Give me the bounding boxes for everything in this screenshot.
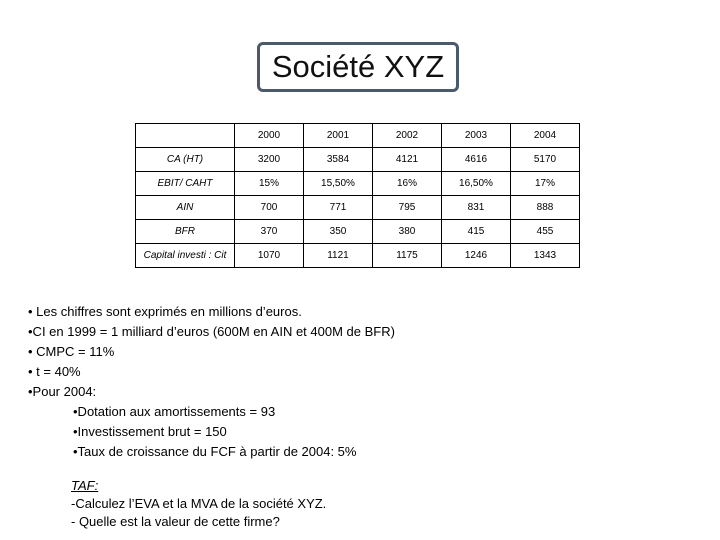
table-cell: 15% <box>235 172 304 196</box>
table-cell: 15,50% <box>304 172 373 196</box>
table-cell: 1246 <box>442 244 511 268</box>
table-row <box>136 220 580 244</box>
row-label: AIN <box>136 196 235 220</box>
table-cell: 1121 <box>304 244 373 268</box>
taf-heading: TAF: <box>71 478 99 493</box>
table-cell: 771 <box>304 196 373 220</box>
year-header: 2002 <box>373 124 442 148</box>
title-box <box>257 42 459 92</box>
table-cell: 5170 <box>511 148 580 172</box>
table-row <box>136 196 580 220</box>
taf-section <box>71 477 326 531</box>
table-cell: 370 <box>235 220 304 244</box>
table-cell: 16% <box>373 172 442 196</box>
table-row <box>136 148 580 172</box>
data-table <box>135 123 580 268</box>
note-2004: •Pour 2004: <box>28 384 97 399</box>
table-header-row <box>136 124 580 148</box>
note-cmpc: • CMPC = 11% <box>28 344 115 359</box>
table-cell: 4616 <box>442 148 511 172</box>
table-cell: 1175 <box>373 244 442 268</box>
table-cell: 455 <box>511 220 580 244</box>
table-cell: 380 <box>373 220 442 244</box>
year-header: 2003 <box>442 124 511 148</box>
table-cell: 17% <box>511 172 580 196</box>
note-units: • Les chiffres sont exprimés en millions d’euros. <box>28 304 302 319</box>
table-cell: 3584 <box>304 148 373 172</box>
table-row <box>136 244 580 268</box>
note-gross-investment: •Investissement brut = 150 <box>73 424 227 439</box>
year-header: 2001 <box>304 124 373 148</box>
table-row <box>136 172 580 196</box>
table-cell: 3200 <box>235 148 304 172</box>
table-cell: 1070 <box>235 244 304 268</box>
table-cell: 415 <box>442 220 511 244</box>
table-cell: 831 <box>442 196 511 220</box>
row-label: CA (HT) <box>136 148 235 172</box>
taf-question-2: - Quelle est la valeur de cette firme? <box>71 514 280 529</box>
note-ci-1999: •CI en 1999 = 1 milliard d’euros (600M en AIN et 400M de BFR) <box>28 324 395 339</box>
row-label: Capital investi : Cit <box>136 244 235 268</box>
table-cell: 700 <box>235 196 304 220</box>
row-label: EBIT/ CAHT <box>136 172 235 196</box>
note-fcf-growth: •Taux de croissance du FCF à partir de 2004: 5% <box>73 444 357 459</box>
table-cell: 4121 <box>373 148 442 172</box>
taf-question-1: -Calculez l’EVA et la MVA de la société XYZ. <box>71 496 327 511</box>
note-tax-rate: • t = 40% <box>28 364 81 379</box>
notes-list <box>28 302 395 462</box>
row-label: BFR <box>136 220 235 244</box>
table-cell: 350 <box>304 220 373 244</box>
year-header: 2004 <box>511 124 580 148</box>
table-cell: 795 <box>373 196 442 220</box>
table-corner-cell <box>136 124 235 148</box>
year-header: 2000 <box>235 124 304 148</box>
table-cell: 1343 <box>511 244 580 268</box>
page-title: Société XYZ <box>271 49 445 84</box>
note-depreciation: •Dotation aux amortissements = 93 <box>73 404 276 419</box>
table-cell: 16,50% <box>442 172 511 196</box>
table-cell: 888 <box>511 196 580 220</box>
